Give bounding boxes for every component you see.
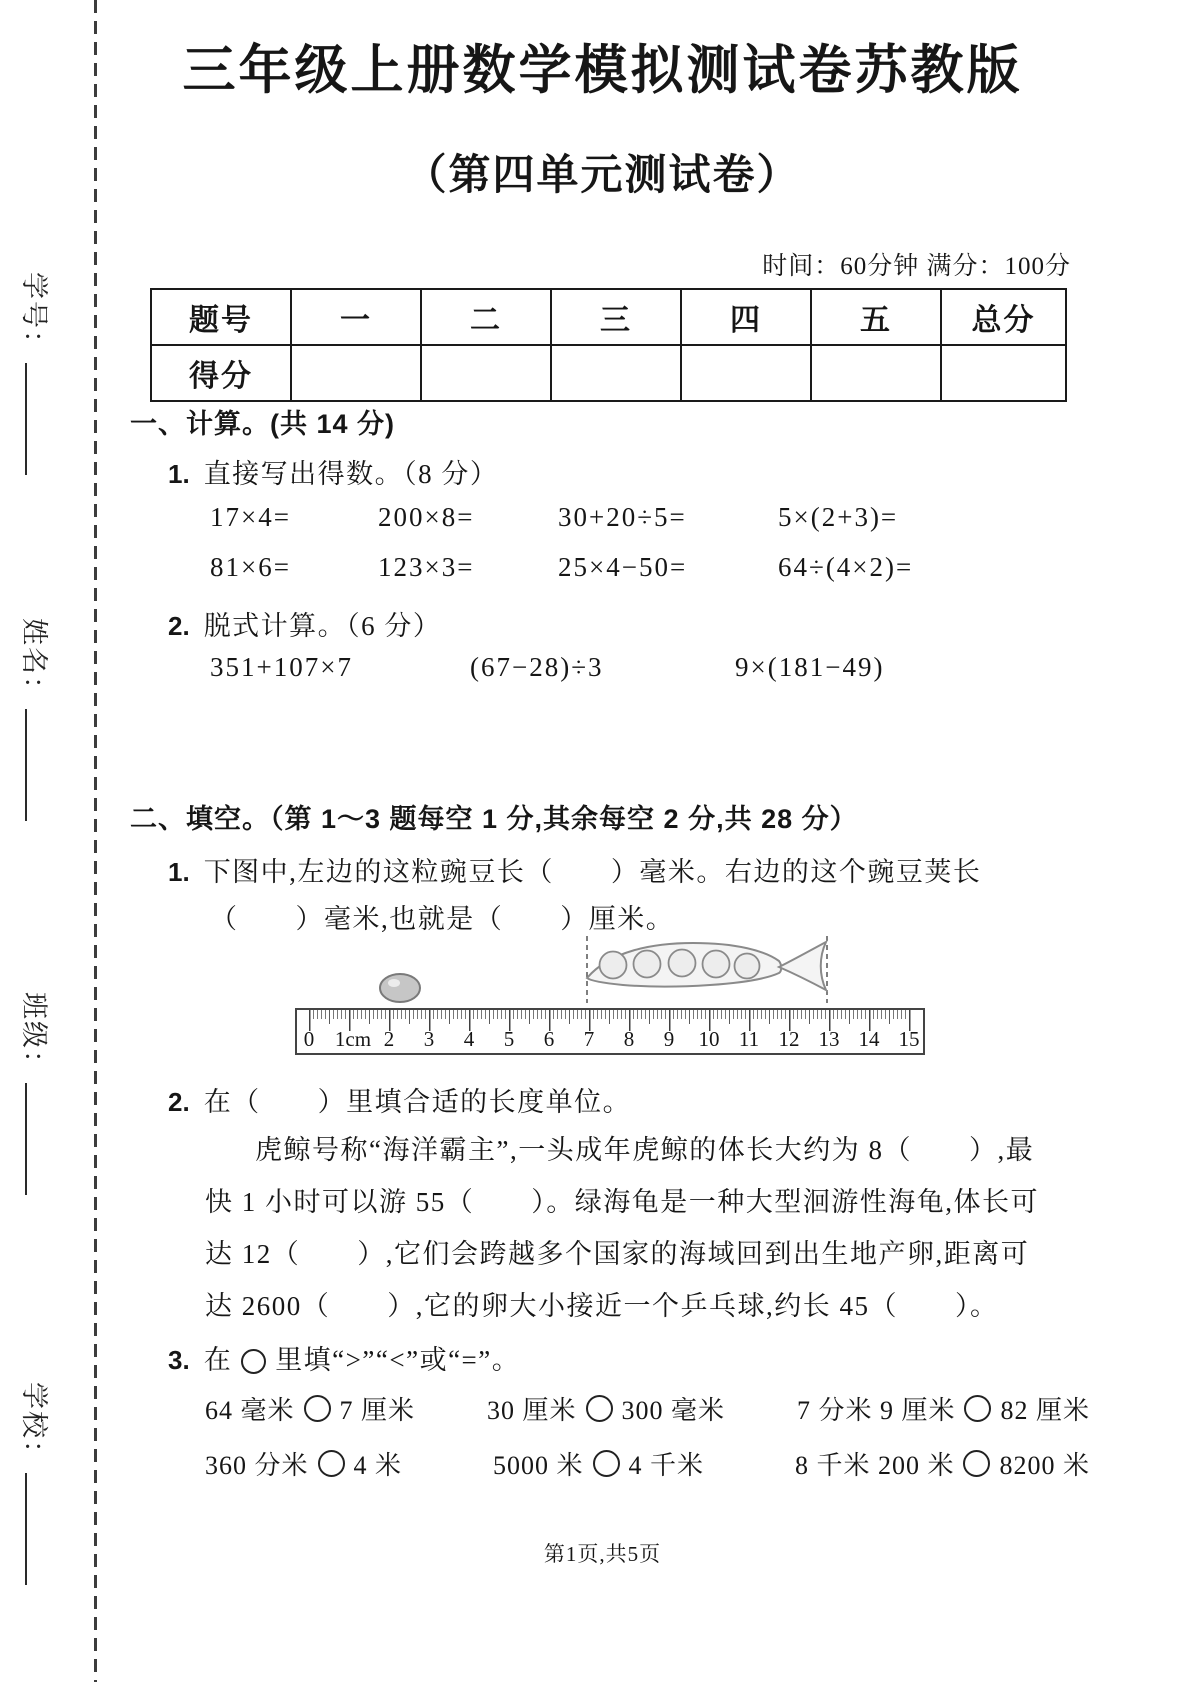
compare-left: 5000 米 — [492, 1451, 584, 1480]
oral-calc-row-2 — [130, 552, 1075, 588]
compare-right: 8200 米 — [999, 1451, 1090, 1480]
question-number: 2. — [168, 1087, 190, 1117]
student-id-field — [17, 272, 56, 475]
compare-right: 300 毫米 — [621, 1396, 726, 1425]
expression: 30+20÷5= — [558, 502, 687, 532]
score-blank-cell — [941, 345, 1066, 401]
score-table-cell-5: 五 — [811, 289, 941, 345]
compare-left: 8 千米 200 米 — [794, 1451, 955, 1480]
student-name-label: 姓名： — [19, 618, 49, 705]
paragraph-line: 达 2600（ ）,它的卵大小接近一个乒乓球,约长 45（ ）。 — [205, 1291, 999, 1321]
score-table-cell-2: 二 — [421, 289, 551, 345]
pod-pea — [735, 954, 760, 979]
score-table-cell-1: 一 — [291, 289, 421, 345]
ruler-label: 15 — [898, 1027, 920, 1051]
ruler-label: 4 — [463, 1027, 475, 1051]
ruler-label: 11 — [738, 1027, 760, 1051]
class-blank — [25, 1083, 35, 1195]
compare-item — [487, 1390, 725, 1427]
score-table-cell-timu: 题号 — [151, 289, 291, 345]
binding-dashed-line — [94, 0, 97, 1682]
compare-circle — [318, 1450, 345, 1477]
score-blank-cell — [551, 345, 681, 401]
paper-content — [130, 0, 1090, 1682]
score-blank-cell — [421, 345, 551, 401]
oral-calc-row-1 — [130, 502, 1075, 538]
question-text: 脱式计算。（6 分） — [203, 611, 442, 641]
question-1-2 — [168, 604, 441, 643]
compare-right: 7 厘米 — [339, 1396, 416, 1425]
ruler-label: 8 — [623, 1027, 635, 1051]
pod-pea — [634, 951, 661, 978]
student-id-label: 学号： — [19, 272, 49, 359]
ruler — [295, 1008, 925, 1055]
pea-pod-tail — [779, 942, 826, 990]
expression: (67−28)÷3 — [470, 652, 604, 682]
question-text: 下图中,左边的这粒豌豆长（ ）毫米。右边的这个豌豆荚长 — [203, 857, 982, 887]
student-name-blank — [25, 709, 35, 821]
score-table-cell-total: 总分 — [941, 289, 1066, 345]
question-number: 3. — [168, 1345, 190, 1375]
school-label: 学校： — [19, 1382, 49, 1469]
expression: 17×4= — [210, 502, 291, 532]
compare-row-1 — [205, 1390, 1090, 1427]
question-text: 在（ ）里填合适的长度单位。 — [203, 1087, 632, 1117]
ruler-label: 6 — [543, 1027, 555, 1051]
score-table-cell-3: 三 — [551, 289, 681, 345]
expression: 200×8= — [378, 502, 475, 532]
compare-right: 82 厘米 — [1000, 1396, 1090, 1425]
question-2-1-line2 — [210, 897, 674, 936]
compare-circle-example — [241, 1349, 266, 1374]
ruler-label: 0 — [303, 1027, 315, 1051]
question-text: 在 — [203, 1345, 233, 1375]
compare-row-2 — [205, 1445, 1090, 1482]
page-subtitle: （第四单元测试卷） — [404, 151, 801, 198]
school-blank — [25, 1473, 35, 1585]
compare-left: 360 分米 — [205, 1451, 309, 1480]
ruler-label: 13 — [818, 1027, 840, 1051]
ruler-label: 10 — [698, 1027, 720, 1051]
compare-right: 4 千米 — [628, 1451, 705, 1480]
student-name-field — [17, 618, 56, 821]
expression: 123×3= — [378, 552, 475, 582]
ruler-label: 12 — [778, 1027, 800, 1051]
ruler-label: 2 — [383, 1027, 395, 1051]
pea-seed-highlight — [388, 979, 400, 987]
compare-left: 64 毫米 — [205, 1396, 295, 1425]
compare-circle — [593, 1450, 620, 1477]
compare-circle — [304, 1395, 331, 1422]
score-table — [150, 288, 1067, 402]
paragraph-line: 达 12（ ）,它们会跨越多个国家的海域回到出生地产卵,距离可 — [205, 1239, 1030, 1269]
school-field — [17, 1382, 56, 1585]
pod-pea — [669, 950, 696, 977]
compare-right: 4 米 — [353, 1451, 403, 1480]
stepwise-calc-row — [130, 652, 1075, 688]
compare-circle — [963, 1450, 990, 1477]
score-table-cell-4: 四 — [681, 289, 811, 345]
compare-item — [205, 1390, 415, 1427]
pea-illustration — [295, 933, 925, 1003]
student-id-blank — [25, 363, 35, 475]
pea-seed — [380, 974, 420, 1002]
score-table-score-row — [151, 345, 1066, 401]
compare-circle — [964, 1395, 991, 1422]
question-2-2 — [168, 1080, 631, 1119]
expression: 81×6= — [210, 552, 291, 582]
paragraph-line: 快 1 小时可以游 55（ ）。绿海龟是一种大型洄游性海龟,体长可 — [205, 1187, 1039, 1217]
compare-item — [797, 1390, 1090, 1427]
score-blank-cell — [291, 345, 421, 401]
question-2-1 — [168, 850, 981, 889]
question-text: （ ）毫米,也就是（ ）厘米。 — [210, 904, 675, 934]
ruler-label: 5 — [503, 1027, 515, 1051]
expression: 64÷(4×2)= — [778, 552, 914, 582]
question-text: 里填“>”“<”或“=”。 — [275, 1345, 521, 1375]
ruler-label: 1cm — [334, 1027, 372, 1051]
pod-pea — [600, 952, 627, 979]
question-text: 直接写出得数。（8 分） — [203, 459, 499, 489]
question-number: 1. — [168, 857, 190, 887]
ruler-label: 7 — [583, 1027, 595, 1051]
expression: 5×(2+3)= — [778, 502, 899, 532]
page-footer: 第1页,共5页 — [543, 1542, 662, 1566]
compare-left: 7 分米 9 厘米 — [796, 1396, 956, 1425]
page-title: 三年级上册数学模拟测试卷苏教版 — [182, 41, 1023, 100]
expression: 351+107×7 — [210, 652, 353, 682]
compare-left: 30 厘米 — [486, 1396, 577, 1425]
section1-heading: 一、计算。(共 14 分) — [130, 409, 396, 439]
score-label-cell: 得分 — [151, 345, 291, 401]
score-table-header-row — [151, 289, 1066, 345]
score-blank-cell — [681, 345, 811, 401]
expression: 9×(181−49) — [735, 652, 885, 682]
pod-pea — [703, 951, 730, 978]
compare-item — [493, 1445, 704, 1482]
question-number: 2. — [168, 611, 190, 641]
expression: 25×4−50= — [558, 552, 688, 582]
exam-meta: 时间：60分钟 满分：100分 — [762, 253, 1071, 280]
question-number: 1. — [168, 459, 190, 489]
ruler-label: 9 — [663, 1027, 675, 1051]
section2-heading: 二、填空。（第 1～3 题每空 1 分,其余每空 2 分,共 28 分） — [130, 804, 858, 834]
class-label: 班级： — [19, 992, 49, 1079]
compare-circle — [586, 1395, 613, 1422]
question-2-3 — [168, 1338, 520, 1377]
ruler-label: 3 — [423, 1027, 435, 1051]
compare-item — [205, 1445, 402, 1482]
class-field — [17, 992, 56, 1195]
compare-item — [795, 1445, 1090, 1482]
question-1-1 — [168, 452, 498, 491]
pea-ruler-figure — [295, 933, 925, 1055]
paragraph-line: 虎鲸号称“海洋霸主”,一头成年虎鲸的体长大约为 8（ ）,最 — [255, 1135, 1035, 1165]
score-blank-cell — [811, 345, 941, 401]
ruler-label: 14 — [858, 1027, 880, 1051]
